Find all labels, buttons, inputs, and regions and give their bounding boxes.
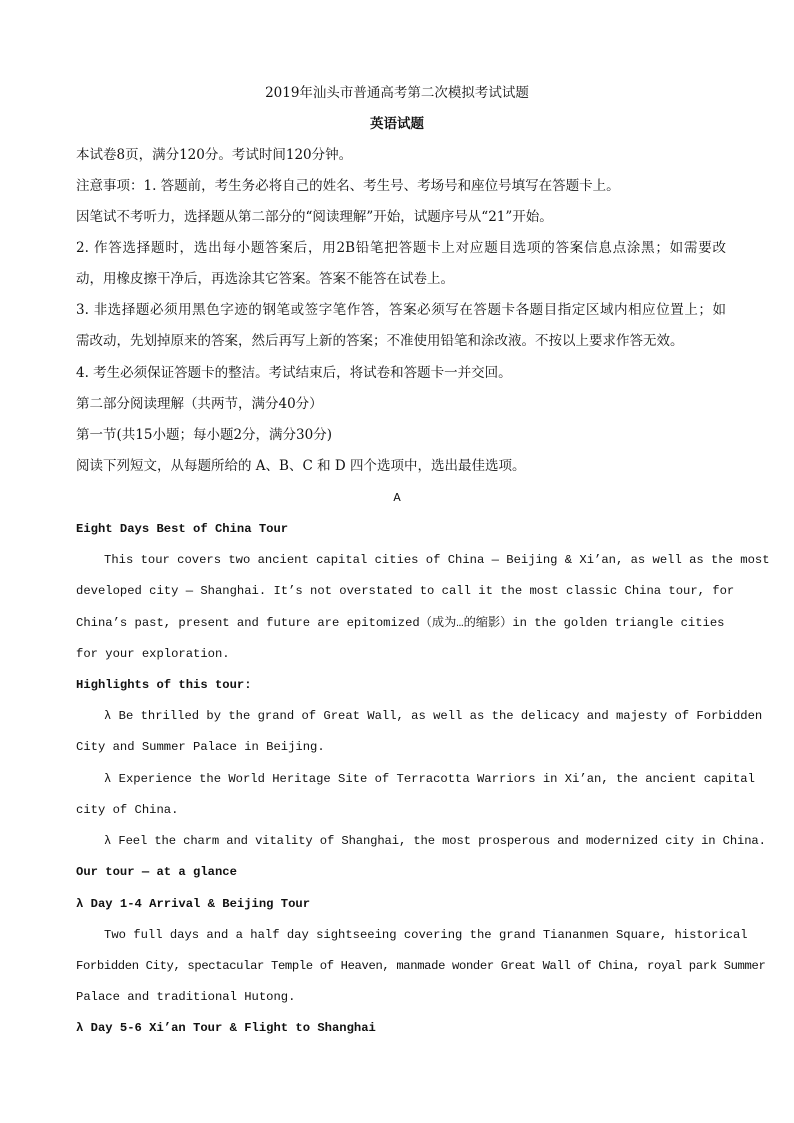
highlight-item: λ Experience the World Heritage Site of Terracotta Warriors in Xi’an, the ancient capital [104,772,755,786]
day-heading: λ Day 5-6 Xi’an Tour & Flight to Shanghai [76,1021,376,1035]
directions: 阅读下列短文，从每题所给的 A、B、C 和 D 四个选项中，选出最佳选项。 [76,458,526,474]
instruction-line: 因笔试不考听力，选择题从第二部分的“阅读理解”开始，试题序号从“21”开始。 [76,209,553,225]
paragraph-line: This tour covers two ancient capital cities of China — Beijing & Xi’an, as well as the most [104,553,770,567]
highlight-item: λ Feel the charm and vitality of Shanghai, the most prosperous and modernized city in China. [104,834,766,848]
instruction-line: 注意事项：1. 答题前，考生务必将自己的姓名、考生号、考场号和座位号填写在答题卡上。 [76,178,620,194]
paragraph-line: Two full days and a half day sightseeing covering the grand Tiananmen Square, historical [104,928,748,942]
part-title: 第二部分阅读理解（共两节，满分40分） [76,396,323,412]
highlight-item: City and Summer Palace in Beijing. [76,740,325,754]
paragraph-line: Palace and traditional Hutong. [76,990,296,1004]
exam-title: 2019年汕头市普通高考第二次模拟考试试题 [265,85,529,101]
instruction-line: 2. 作答选择题时，选出每小题答案后，用2B铅笔把答题卡上对应题目选项的答案信息点涂黑；如需要改 [76,240,726,256]
paragraph-line: China’s past, present and future are epitomized（成为…的缩影）in the golden triangle cities [76,616,725,630]
day-heading: λ Day 1-4 Arrival & Beijing Tour [76,897,311,911]
highlight-item: λ Be thrilled by the grand of Great Wall, as well as the delicacy and majesty of Forbidden [104,709,763,723]
instruction-line: 动，用橡皮擦干净后，再选涂其它答案。答案不能答在试卷上。 [76,271,454,287]
instruction-line: 本试卷8页，满分120分。考试时间120分钟。 [76,147,353,163]
instruction-line: 3. 非选择题必须用黑色字迹的钢笔或签字笔作答，答案必须写在答题卡各题目指定区域内相应位置上；如 [76,302,726,318]
passage-title: Eight Days Best of China Tour [76,522,289,536]
subsection-title: 第一节(共15小题；每小题2分，满分30分) [76,427,332,443]
paragraph-line: for your exploration. [76,647,230,661]
instruction-line: 需改动，先划掉原来的答案，然后再写上新的答案；不准使用铅笔和涂改液。不按以上要求作答无效。 [76,333,684,349]
instruction-line: 4. 考生必须保证答题卡的整洁。考试结束后，将试卷和答题卡一并交回。 [76,365,512,381]
paragraph-line: developed city — Shanghai. It’s not overstated to call it the most classic China tour, for [76,584,735,598]
passage-letter: A [393,491,401,505]
highlight-item: city of China. [76,803,179,817]
paragraph-line: Forbidden City, spectacular Temple of Heaven, manmade wonder Great Wall of China, royal park Summer [76,959,766,973]
highlights-heading: Highlights of this tour: [76,678,252,692]
exam-subtitle: 英语试题 [370,116,424,132]
glance-heading: Our tour — at a glance [76,865,237,879]
